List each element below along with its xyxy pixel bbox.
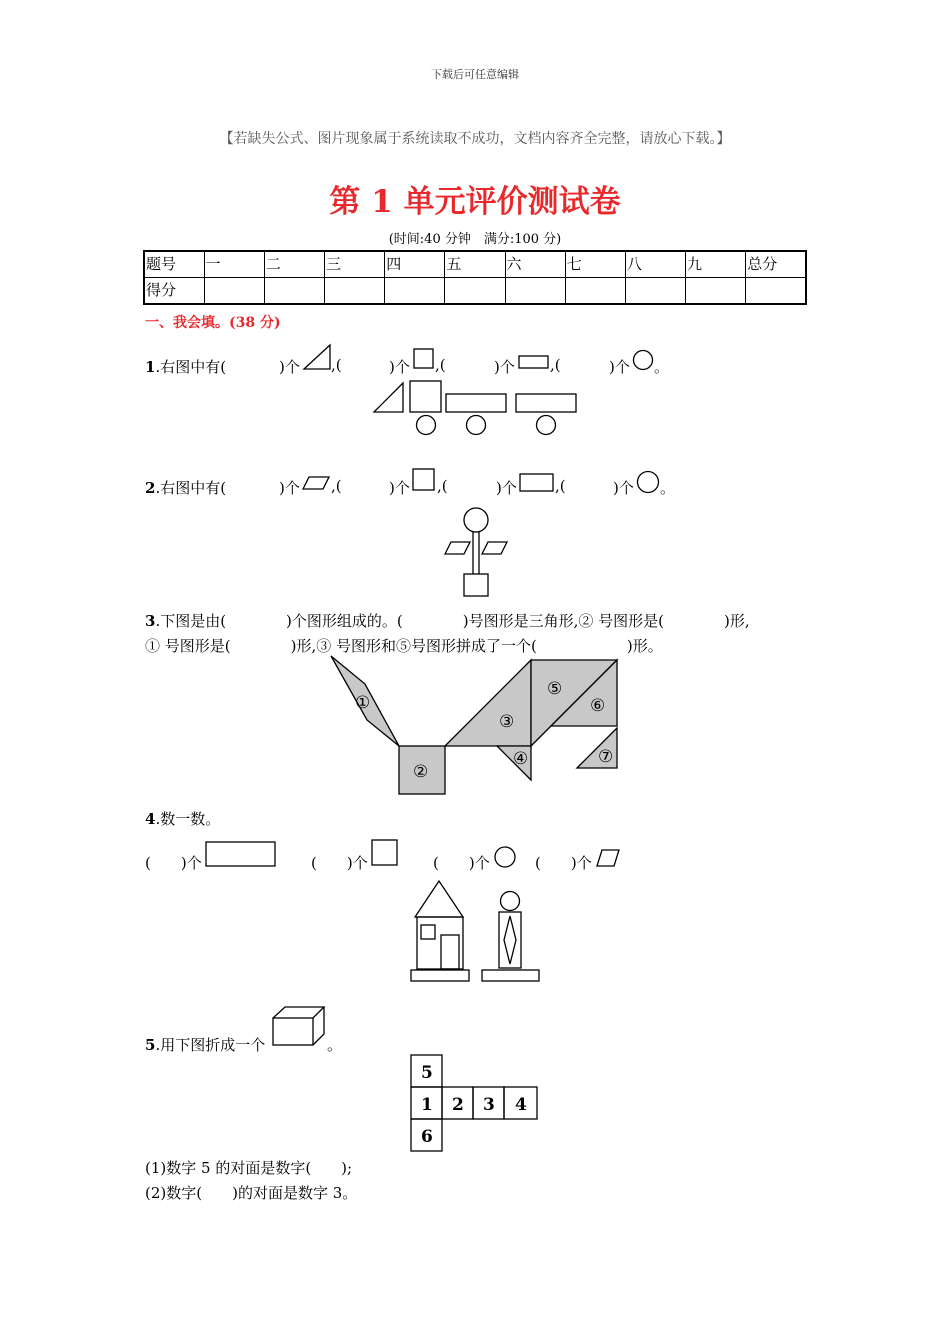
question-4	[145, 808, 220, 829]
parallelogram-icon	[595, 848, 621, 868]
net-number: 2	[452, 1095, 464, 1115]
net-number: 6	[421, 1127, 433, 1147]
question-number: 1	[145, 358, 156, 376]
tangram-piece-3	[445, 660, 531, 746]
question-3	[145, 610, 750, 631]
answer-blank[interactable]: ( )个	[311, 854, 368, 872]
score-input-cell[interactable]	[204, 278, 264, 305]
base-rectangle-shape	[482, 970, 539, 981]
question-text: (1)数字 5 的对面是数字( );	[145, 1159, 353, 1177]
question-text: (2)数字( )的对面是数字 3。	[145, 1184, 358, 1202]
cuboid-icon	[271, 1005, 327, 1047]
download-notice: 【若缺失公式、图片现象属于系统读取不成功，文档内容齐全完整，请放心下载。】	[219, 131, 731, 147]
tangram-label: ③	[499, 712, 515, 732]
question-text: ,(	[435, 356, 446, 374]
question-text: )个	[279, 479, 300, 497]
tangram-label: ⑥	[590, 696, 606, 716]
question-text: .用下图折成一个	[155, 1036, 266, 1054]
score-cell: 六	[505, 251, 565, 278]
question-text: ,(	[331, 356, 342, 374]
question-text: ① 号图形是( )形,③ 号图形和⑤号图形拼成了一个( )形。	[145, 637, 663, 655]
answer-blank[interactable]: ( )个	[535, 854, 592, 872]
tangram-label: ④	[513, 749, 529, 769]
tangram-label: ⑦	[598, 747, 614, 767]
question-number: 2	[145, 479, 156, 497]
question-text: .右图中有(	[155, 479, 227, 497]
tangram-figure	[325, 654, 625, 798]
header-note: 下载后可任意编辑	[431, 68, 519, 81]
question-number: 3	[145, 612, 156, 630]
question-text: )个	[279, 358, 300, 376]
score-cell: 二	[264, 251, 324, 278]
score-cell: 一	[204, 251, 264, 278]
rectangle-icon	[518, 355, 550, 370]
page-subtitle: (时间:40 分钟 满分:100 分)	[388, 232, 562, 247]
circle-icon	[632, 349, 654, 371]
net-number: 3	[483, 1095, 495, 1115]
score-cell: 五	[445, 251, 505, 278]
score-input-cell[interactable]	[625, 278, 685, 305]
tangram-label: ①	[355, 693, 371, 713]
question-text: )个	[613, 479, 634, 497]
triangle-shape	[415, 881, 463, 917]
circle-shape	[537, 416, 556, 435]
tangram-label: ⑤	[547, 679, 563, 699]
cube-net-figure	[408, 1053, 542, 1153]
net-number: 5	[421, 1063, 433, 1083]
question-text: ,(	[555, 477, 566, 495]
base-rectangle-shape	[411, 970, 469, 981]
question-text: ,(	[550, 356, 561, 374]
score-input-cell[interactable]	[565, 278, 625, 305]
question-text: )个	[389, 358, 410, 376]
rectangle-shape	[516, 394, 576, 412]
answer-blank[interactable]: ( )个	[433, 854, 490, 872]
circle-icon	[636, 470, 660, 494]
question-number: 4	[145, 810, 156, 828]
question-text: .右图中有(	[155, 358, 227, 376]
answer-blank[interactable]: ( )个	[145, 854, 202, 872]
rectangle-icon	[519, 473, 555, 493]
circle-icon	[493, 845, 517, 869]
triangle-shape	[374, 383, 403, 412]
score-cell: 四	[385, 251, 445, 278]
score-input-cell[interactable]	[385, 278, 445, 305]
score-cell: 九	[686, 251, 746, 278]
rectangle-shape	[446, 394, 506, 412]
score-cell: 三	[325, 251, 385, 278]
tangram-label: ②	[413, 762, 429, 782]
score-input-cell[interactable]	[686, 278, 746, 305]
circle-shape	[467, 416, 486, 435]
question-text: )个	[389, 479, 410, 497]
question-text: 。	[660, 479, 676, 497]
parallelogram-shape	[482, 542, 507, 554]
page-title: 第 1 单元评价测试卷	[329, 184, 621, 220]
question-5	[145, 1034, 265, 1055]
score-table-score-row	[144, 278, 806, 305]
question-text: )个	[494, 358, 515, 376]
circle-shape	[464, 508, 488, 532]
circle-shape	[501, 892, 520, 911]
question-2	[145, 477, 226, 498]
question-number: 5	[145, 1036, 156, 1054]
question-text: 。	[327, 1036, 343, 1054]
score-cell: 题号	[144, 251, 204, 278]
train-figure	[370, 378, 582, 440]
parallelogram-icon	[301, 475, 331, 491]
rectangle-icon	[205, 841, 277, 868]
triangle-icon	[302, 343, 332, 371]
door-rectangle-shape	[441, 935, 459, 969]
question-text: )个	[496, 479, 517, 497]
square-icon	[371, 839, 399, 867]
score-cell: 总分	[746, 251, 806, 278]
house-tower-figure	[405, 876, 545, 986]
square-shape	[410, 381, 441, 412]
window-square-shape	[421, 925, 435, 939]
question-text: ,(	[331, 477, 342, 495]
score-cell: 八	[625, 251, 685, 278]
score-input-cell[interactable]	[264, 278, 324, 305]
question-text: )个	[609, 358, 630, 376]
square-shape	[464, 574, 488, 596]
question-text: 。	[654, 358, 670, 376]
score-input-cell[interactable]	[325, 278, 385, 305]
question-1	[145, 356, 226, 377]
tower-rectangle-shape	[499, 912, 521, 968]
score-table-header-row	[144, 251, 806, 278]
flower-figure	[440, 505, 512, 597]
question-text: ,(	[437, 477, 448, 495]
score-input-cell[interactable]	[746, 278, 806, 305]
square-icon	[412, 468, 436, 492]
score-cell: 七	[565, 251, 625, 278]
question-text: .数一数。	[155, 810, 221, 828]
question-text: .下图是由( )个图形组成的。( )号图形是三角形,② 号图形是( )形,	[155, 612, 750, 630]
net-number: 4	[515, 1095, 527, 1115]
section-heading: 一、我会填。(38 分)	[145, 315, 281, 331]
parallelogram-shape	[445, 542, 470, 554]
score-input-cell[interactable]	[445, 278, 505, 305]
score-cell: 得分	[144, 278, 204, 305]
net-number: 1	[421, 1095, 433, 1115]
square-icon	[413, 348, 435, 370]
circle-shape	[417, 416, 436, 435]
score-input-cell[interactable]	[505, 278, 565, 305]
score-table	[143, 250, 807, 305]
diamond-shape	[504, 916, 516, 964]
